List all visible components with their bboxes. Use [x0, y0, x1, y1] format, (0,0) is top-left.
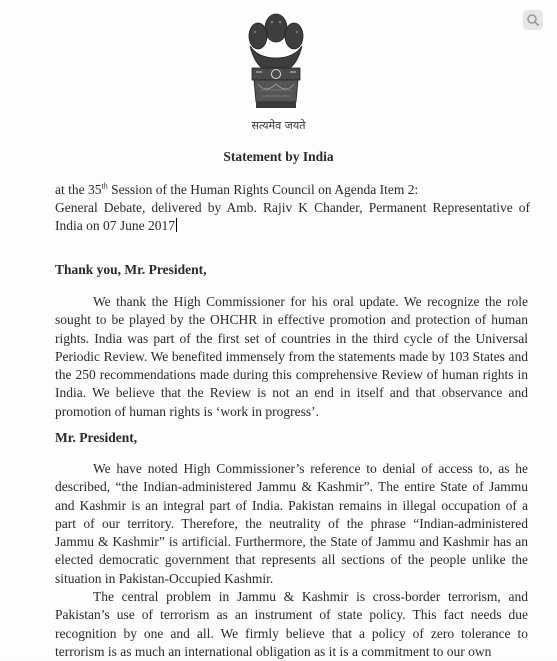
- paragraph-2: We have noted High Commissioner’s reference to denial of access to, as he described, “the Indian-administered Jammu & Kashmir”. The entire State of Jammu and Kashmir is an integral part of India. Pakistan remains in illegal occupation of a part of our territory. Therefore, the neutrality of the phrase “Indian-administered Jammu & Kashmir” is artificial. Furthermore, the State of Jammu and Kashmir has an elected democratic government that represents all sections of the people unlike the situation in Pakistan-Occupied Kashmir.: [55, 461, 528, 586]
- zoom-icon[interactable]: [523, 10, 543, 30]
- document-title: Statement by India: [223, 149, 334, 164]
- session-line-2: General Debate, delivered by Amb. Rajiv K Chander, Permanent Representative of India on 07 June 2017: [55, 200, 530, 233]
- emblem-motto: सत्यमेव जयते: [251, 119, 306, 132]
- text-cursor: [176, 218, 177, 232]
- paragraph-3: The central problem in Jammu & Kashmir is cross-border terrorism, and Pakistan’s use of terrorism as an instrument of state policy. This fact needs due recognition by one and all. We firmly believe that a policy of zero tolerance to terrorism is as much an international obligation as it is a commitment to our own: [55, 589, 528, 659]
- salutation-thank-you: Thank you, Mr. President,: [55, 262, 207, 277]
- session-info: [55, 181, 530, 235]
- national-emblem-icon: [236, 6, 316, 118]
- salutation-mr-president: Mr. President,: [55, 430, 138, 445]
- paragraph-1: We thank the High Commissioner for his oral update. We recognize the role sought to be played by the OHCHR in effective promotion and protection of human rights. India was part of the first set of countries in the third cycle of the Universal Periodic Review. We benefited immensely from the statements made by 103 States and the 250 recommendations made during this comprehensive Review of human rights in India. We believe that the Review is not an end in itself and that observance and promotion of human rights is ‘work in progress’.: [55, 294, 528, 419]
- session-line-1: at the 35th Session of the Human Rights Council on Agenda Item 2:: [55, 181, 419, 197]
